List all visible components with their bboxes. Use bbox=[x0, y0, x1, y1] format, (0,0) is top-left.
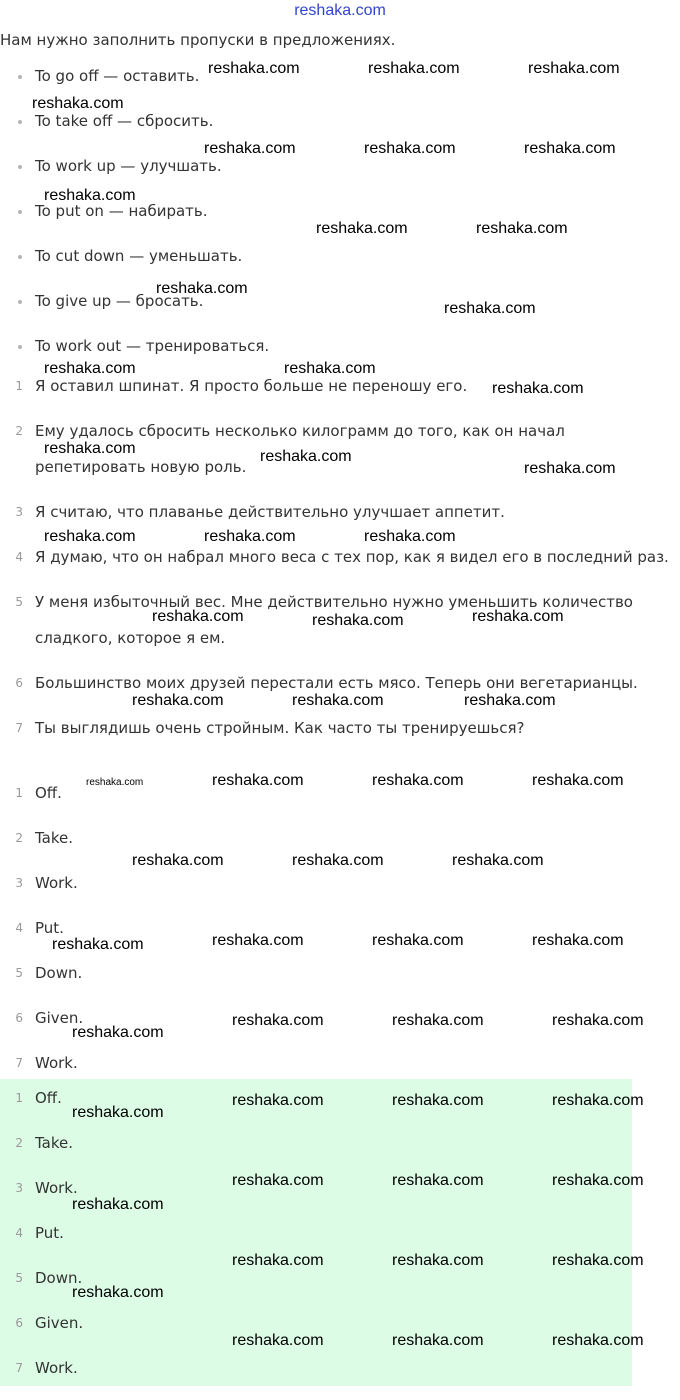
sentence-item bbox=[0, 368, 680, 413]
watermark-text: reshaka.com bbox=[86, 777, 144, 788]
watermark-text: reshaka.com bbox=[444, 300, 536, 317]
watermark-text: reshaka.com bbox=[552, 1012, 644, 1029]
watermark-text: reshaka.com bbox=[524, 460, 616, 477]
watermark-text: reshaka.com bbox=[232, 1092, 324, 1109]
watermark-text: reshaka.com bbox=[392, 1012, 484, 1029]
watermark-text: reshaka.com bbox=[364, 140, 456, 157]
watermark-text: reshaka.com bbox=[72, 1104, 164, 1121]
answer-text: Work. bbox=[35, 1054, 78, 1072]
item-number: 6 bbox=[15, 1316, 23, 1330]
item-number: 4 bbox=[15, 550, 23, 564]
watermark-text: reshaka.com bbox=[260, 448, 352, 465]
answer-item bbox=[0, 1005, 83, 1050]
item-number: 3 bbox=[15, 505, 23, 519]
item-number: 5 bbox=[15, 595, 23, 609]
item-number: 1 bbox=[15, 1091, 23, 1105]
answer-text: Take. bbox=[35, 829, 74, 847]
answer-text: Off. bbox=[35, 784, 62, 802]
watermark-text: reshaka.com bbox=[44, 187, 136, 204]
watermark-text: reshaka.com bbox=[292, 692, 384, 709]
highlighted-answers-list bbox=[0, 1085, 83, 1400]
watermark-text: reshaka.com bbox=[132, 692, 224, 709]
watermark-text: reshaka.com bbox=[232, 1332, 324, 1349]
answers-list bbox=[0, 780, 83, 1095]
watermark-text: reshaka.com bbox=[552, 1172, 644, 1189]
site-header-link[interactable]: reshaka.com bbox=[294, 2, 386, 19]
answer-item bbox=[0, 780, 83, 825]
item-number: 3 bbox=[15, 1181, 23, 1195]
watermark-text: reshaka.com bbox=[392, 1252, 484, 1269]
answer-item bbox=[0, 1130, 83, 1175]
phrasal-verbs-list bbox=[0, 63, 269, 378]
watermark-text: reshaka.com bbox=[532, 772, 624, 789]
sentence-text: Ты выглядишь очень стройным. Как часто ты тренируешься? bbox=[35, 719, 525, 737]
sentence-item bbox=[0, 539, 680, 584]
watermark-text: reshaka.com bbox=[524, 140, 616, 157]
answer-item bbox=[0, 1265, 83, 1310]
answer-text: Given. bbox=[35, 1314, 84, 1332]
watermark-text: reshaka.com bbox=[44, 360, 136, 377]
watermark-text: reshaka.com bbox=[152, 608, 244, 625]
list-item: To take off — сбросить. bbox=[0, 108, 269, 153]
watermark-text: reshaka.com bbox=[208, 60, 300, 77]
watermark-text: reshaka.com bbox=[72, 1284, 164, 1301]
watermark-text: reshaka.com bbox=[528, 60, 620, 77]
answer-item bbox=[0, 915, 83, 960]
answer-text: Work. bbox=[35, 874, 78, 892]
item-number: 4 bbox=[15, 921, 23, 935]
watermark-text: reshaka.com bbox=[292, 852, 384, 869]
item-number: 5 bbox=[15, 966, 23, 980]
answer-text: Off. bbox=[35, 1089, 62, 1107]
watermark-text: reshaka.com bbox=[464, 692, 556, 709]
watermark-text: reshaka.com bbox=[392, 1092, 484, 1109]
watermark-text: reshaka.com bbox=[52, 936, 144, 953]
watermark-text: reshaka.com bbox=[44, 528, 136, 545]
answer-text: Take. bbox=[35, 1134, 74, 1152]
watermark-text: reshaka.com bbox=[552, 1092, 644, 1109]
translated-sentences-list bbox=[0, 368, 680, 755]
watermark-text: reshaka.com bbox=[452, 852, 544, 869]
watermark-text: reshaka.com bbox=[492, 380, 584, 397]
watermark-text: reshaka.com bbox=[372, 772, 464, 789]
answer-text: Given. bbox=[35, 1009, 84, 1027]
intro-text: Нам нужно заполнить пропуски в предложениях. bbox=[0, 31, 396, 49]
watermark-text: reshaka.com bbox=[232, 1252, 324, 1269]
answer-text: Work. bbox=[35, 1179, 78, 1197]
item-number: 2 bbox=[15, 424, 23, 438]
item-number: 7 bbox=[15, 721, 23, 735]
watermark-text: reshaka.com bbox=[44, 440, 136, 457]
item-number: 5 bbox=[15, 1271, 23, 1285]
sentence-item bbox=[0, 665, 680, 710]
watermark-text: reshaka.com bbox=[364, 528, 456, 545]
item-number: 4 bbox=[15, 1226, 23, 1240]
watermark-text: reshaka.com bbox=[72, 1196, 164, 1213]
answer-text: Work. bbox=[35, 1359, 78, 1377]
answer-item bbox=[0, 870, 83, 915]
item-number: 2 bbox=[15, 1136, 23, 1150]
answer-item bbox=[0, 1310, 83, 1355]
watermark-text: reshaka.com bbox=[532, 932, 624, 949]
list-item: To give up — бросать. bbox=[0, 288, 269, 333]
watermark-text: reshaka.com bbox=[284, 360, 376, 377]
watermark-text: reshaka.com bbox=[552, 1252, 644, 1269]
answer-item bbox=[0, 825, 83, 870]
watermark-text: reshaka.com bbox=[72, 1024, 164, 1041]
sentence-item bbox=[0, 710, 680, 755]
list-item: To go off — оставить. bbox=[0, 63, 269, 108]
item-number: 6 bbox=[15, 676, 23, 690]
sentence-text: Большинство моих друзей перестали есть мясо. Теперь они вегетарианцы. bbox=[35, 674, 638, 692]
item-number: 7 bbox=[15, 1361, 23, 1375]
sentence-text: Я думаю, что он набрал много веса с тех пор, как я видел его в последний раз. bbox=[35, 548, 669, 566]
answer-item bbox=[0, 1175, 83, 1220]
item-number: 7 bbox=[15, 1056, 23, 1070]
watermark-text: reshaka.com bbox=[232, 1172, 324, 1189]
answer-text: Put. bbox=[35, 919, 64, 937]
answer-text: Down. bbox=[35, 1269, 83, 1287]
answer-text: Down. bbox=[35, 964, 83, 982]
answer-item bbox=[0, 1220, 83, 1265]
watermark-text: reshaka.com bbox=[32, 95, 124, 112]
item-number: 2 bbox=[15, 831, 23, 845]
sentence-text: Я считаю, что плаванье действительно улучшает аппетит. bbox=[35, 503, 505, 521]
watermark-text: reshaka.com bbox=[312, 612, 404, 629]
watermark-text: reshaka.com bbox=[472, 608, 564, 625]
sentence-item bbox=[0, 494, 680, 539]
watermark-text: reshaka.com bbox=[476, 220, 568, 237]
watermark-text: reshaka.com bbox=[156, 280, 248, 297]
sentence-item bbox=[0, 584, 680, 665]
answer-text: Put. bbox=[35, 1224, 64, 1242]
watermark-text: reshaka.com bbox=[392, 1172, 484, 1189]
list-item: To cut down — уменьшать. bbox=[0, 243, 269, 288]
watermark-text: reshaka.com bbox=[372, 932, 464, 949]
answer-item bbox=[0, 960, 83, 1005]
answer-item bbox=[0, 1085, 83, 1130]
sentence-text: Я оставил шпинат. Я просто больше не переношу его. bbox=[35, 377, 468, 395]
list-item: To work up — улучшать. bbox=[0, 153, 269, 198]
list-item: To work out — тренироваться. bbox=[0, 333, 269, 378]
watermark-text: reshaka.com bbox=[212, 932, 304, 949]
watermark-text: reshaka.com bbox=[232, 1012, 324, 1029]
item-number: 6 bbox=[15, 1011, 23, 1025]
list-item: To put on — набирать. bbox=[0, 198, 269, 243]
sentence-text: Ему удалось сбросить несколько килограмм до того, как он начал репетировать новую роль. bbox=[35, 422, 565, 476]
watermark-text: reshaka.com bbox=[368, 60, 460, 77]
watermark-text: reshaka.com bbox=[392, 1332, 484, 1349]
item-number: 3 bbox=[15, 876, 23, 890]
watermark-text: reshaka.com bbox=[212, 772, 304, 789]
highlighted-answer-box bbox=[0, 1079, 632, 1386]
sentence-item bbox=[0, 413, 680, 494]
answer-item bbox=[0, 1355, 83, 1400]
watermark-text: reshaka.com bbox=[552, 1332, 644, 1349]
item-number: 1 bbox=[15, 786, 23, 800]
item-number: 1 bbox=[15, 379, 23, 393]
watermark-text: reshaka.com bbox=[316, 220, 408, 237]
watermark-text: reshaka.com bbox=[132, 852, 224, 869]
watermark-text: reshaka.com bbox=[204, 528, 296, 545]
sentence-text: У меня избыточный вес. Мне действительно нужно уменьшить количество сладкого, которое я ем. bbox=[35, 593, 633, 647]
watermark-text: reshaka.com bbox=[204, 140, 296, 157]
